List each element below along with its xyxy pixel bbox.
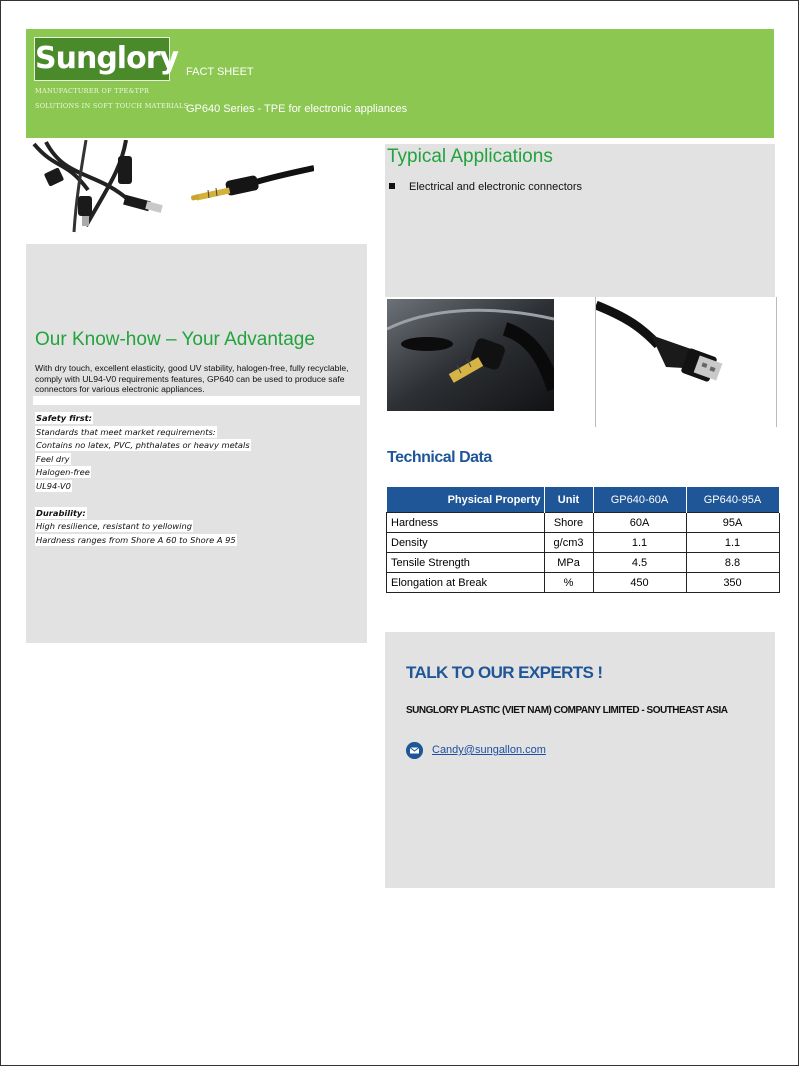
header-grade-60a: GP640-60A: [593, 487, 686, 513]
knowhow-panel: [26, 244, 367, 643]
experts-panel: [385, 632, 775, 888]
technical-title: Technical Data: [387, 449, 492, 466]
value-cell: 450: [593, 573, 686, 593]
unit-cell: %: [544, 573, 593, 593]
applications-panel: [385, 144, 775, 297]
knowhow-paragraph: With dry touch, excellent elasticity, good UV stability, halogen-free, fully recyclable, comply with UL94-V0 requirements features, GP640 can be used to produce safe connectors for various electronic appliances.: [35, 363, 349, 394]
experts-title: TALK TO OUR EXPERTS !: [406, 663, 603, 682]
safety-item: Standards that meet market requirements:: [36, 427, 216, 437]
application-item: Electrical and electronic connectors: [409, 181, 583, 193]
safety-item: Halogen-free: [36, 467, 90, 477]
company-name: SUNGLORY PLASTIC (VIET NAM) COMPANY LIMITED - SOUTHEAST ASIA: [406, 705, 728, 716]
property-name: Hardness: [391, 516, 439, 529]
audio-jack-photo: [186, 158, 314, 212]
header-property: Physical Property: [387, 487, 545, 513]
document-type: FACT SHEET: [186, 66, 254, 78]
tagline-solutions: SOLUTIONS IN SOFT TOUCH MATERIALS: [35, 102, 189, 110]
table-row: [387, 573, 780, 593]
unit-cell: MPa: [544, 553, 593, 573]
value-cell: 1.1: [593, 533, 686, 553]
value-cell: 4.5: [593, 553, 686, 573]
table-row: [387, 513, 780, 533]
unit-cell: g/cm3: [544, 533, 593, 553]
value-cell: 95A: [686, 513, 779, 533]
technical-table: [386, 487, 780, 593]
series-subtitle: GP640 Series - TPE for electronic appliances: [186, 103, 408, 115]
company-logo: [34, 37, 179, 81]
property-name: Elongation at Break: [391, 576, 488, 589]
usb-photo-frame: [595, 297, 777, 427]
table-row: [387, 553, 780, 573]
durability-item: High resilience, resistant to yellowing: [36, 521, 193, 531]
safety-item: Contains no latex, PVC, phthalates or heavy metals: [36, 440, 250, 450]
table-header-row: [387, 487, 780, 513]
header-unit: Unit: [544, 487, 593, 513]
header-banner: [26, 29, 774, 138]
applications-title: Typical Applications: [387, 146, 553, 167]
durability-heading: Durability:: [36, 508, 86, 518]
bullet-icon: [389, 183, 395, 189]
usb-plug-photo: [596, 297, 776, 407]
safety-heading: Safety first:: [36, 413, 92, 423]
tagline-manufacturer: MANUFACTURER OF TPE&TPR: [35, 87, 150, 95]
envelope-icon: [406, 742, 423, 759]
logo-text: Sunglory: [35, 41, 179, 76]
phone-jack-photo: [387, 299, 554, 411]
email-link[interactable]: Candy@sungallon.com: [432, 744, 546, 756]
unit-cell: Shore: [544, 513, 593, 533]
value-cell: 350: [686, 573, 779, 593]
value-cell: 8.8: [686, 553, 779, 573]
value-cell: 60A: [593, 513, 686, 533]
property-name: Density: [391, 536, 428, 549]
durability-item: Hardness ranges from Shore A 60 to Shore A 95: [36, 535, 236, 545]
safety-item: UL94-V0: [36, 481, 71, 491]
value-cell: 1.1: [686, 533, 779, 553]
knowhow-title: Our Know-how – Your Advantage: [35, 329, 315, 350]
property-name: Tensile Strength: [391, 556, 470, 569]
safety-item: Feel dry: [36, 454, 70, 464]
table-row: [387, 533, 780, 553]
header-grade-95a: GP640-95A: [686, 487, 779, 513]
divider-bar: [33, 396, 360, 405]
cables-photo: [26, 140, 174, 236]
